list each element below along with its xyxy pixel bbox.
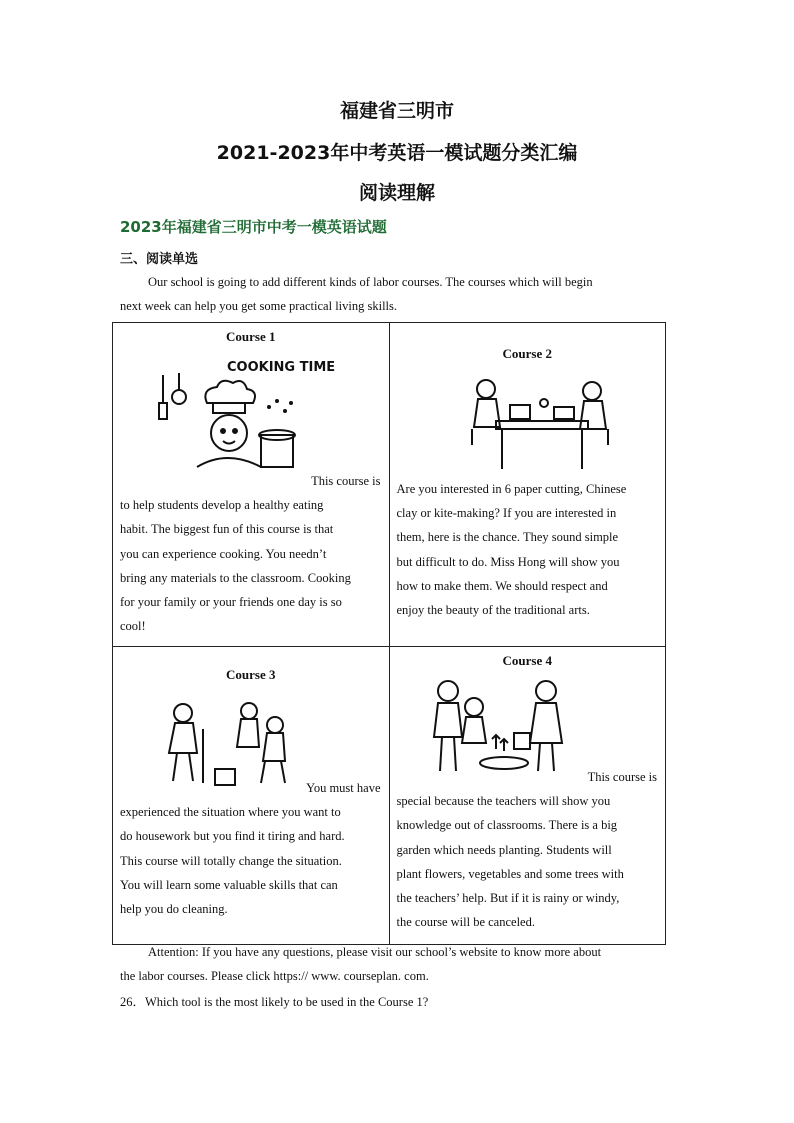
course-1-line: you can experience cooking. You needn’t <box>120 546 327 561</box>
course-3-line: experienced the situation where you want to <box>120 805 341 820</box>
course-2-line: them, here is the chance. They sound simple <box>396 530 619 545</box>
course-1-text <box>120 469 381 638</box>
course-3-line: This course will totally change the situation. <box>120 853 342 868</box>
course-2-cell <box>389 323 666 647</box>
intro-paragraph <box>120 270 660 318</box>
course-4-title: Course 4 <box>502 653 552 668</box>
course-4-line: plant flowers, vegetables and some trees with <box>396 866 624 881</box>
courses-table <box>112 322 666 945</box>
course-1-line: cool! <box>120 619 146 634</box>
course-3-lead: You must have <box>306 781 381 795</box>
course-4-line: special because the teachers will show you <box>396 794 611 809</box>
course-1-line: bring any materials to the classroom. Cooking <box>120 570 351 585</box>
course-3-line: You will learn some valuable skills that can <box>120 877 338 892</box>
course-4-text <box>397 765 658 934</box>
attention-line-2: the labor courses. Please click https:// www. courseplan. com. <box>120 969 429 983</box>
part-heading: 三、阅读单选 <box>120 252 199 267</box>
gardening-illustration <box>426 677 576 777</box>
course-2-line: how to make them. We should respect and <box>396 578 608 593</box>
course-4-line: the teachers’ help. But if it is rainy or windy, <box>396 891 620 906</box>
course-3-line: help you do cleaning. <box>120 902 228 917</box>
course-2-line: clay or kite-making? If you are interested in <box>396 506 617 521</box>
cooking-time-label: COOKING TIME <box>227 360 336 375</box>
course-3-text <box>120 776 381 921</box>
intro-line-2: next week can help you get some practical living skills. <box>120 299 398 313</box>
cooking-illustration <box>157 355 336 475</box>
course-4-line: the course will be canceled. <box>396 915 535 930</box>
course-2-text <box>397 477 658 622</box>
course-4-cell <box>389 647 666 945</box>
attention-paragraph <box>120 940 660 988</box>
course-3-cell <box>113 647 390 945</box>
document-title: 福建省三明市 <box>339 100 454 122</box>
document-topic: 阅读理解 <box>358 182 435 204</box>
course-1-line: to help students develop a healthy eating <box>120 498 324 513</box>
course-1-line: habit. The biggest fun of this course is that <box>120 522 334 537</box>
exam-source-heading: 2023年福建省三明市中考一模英语试题 <box>120 218 387 236</box>
course-4-line: knowledge out of classrooms. There is a big <box>396 818 618 833</box>
course-2-line: enjoy the beauty of the traditional arts. <box>396 603 590 618</box>
course-2-line: but difficult to do. Miss Hong will show you <box>396 554 620 569</box>
course-1-lead: This course is <box>311 474 381 488</box>
course-4-lead: This course is <box>587 770 657 784</box>
course-3-line: do housework but you find it tiring and hard. <box>120 829 345 844</box>
question-26: 26．Which tool is the most likely to be used in the Course 1? <box>120 995 429 1009</box>
document-subtitle: 2021-2023年中考英语一模试题分类汇编 <box>216 142 578 164</box>
crafts-illustration <box>466 373 616 473</box>
course-2-title: Course 2 <box>502 346 552 361</box>
course-2-line: Are you interested in 6 paper cutting, Chinese <box>396 482 627 496</box>
course-1-cell <box>113 323 390 647</box>
course-3-title: Course 3 <box>226 667 276 682</box>
course-1-line: for your family or your friends one day is so <box>120 595 342 610</box>
course-4-line: garden which needs planting. Students will <box>396 842 612 857</box>
attention-line-1: Attention: If you have any questions, please visit our school’s website to know more about <box>148 945 602 959</box>
intro-line-1: Our school is going to add different kinds of labor courses. The courses which will begin <box>148 275 593 289</box>
course-1-title: Course 1 <box>226 329 276 344</box>
